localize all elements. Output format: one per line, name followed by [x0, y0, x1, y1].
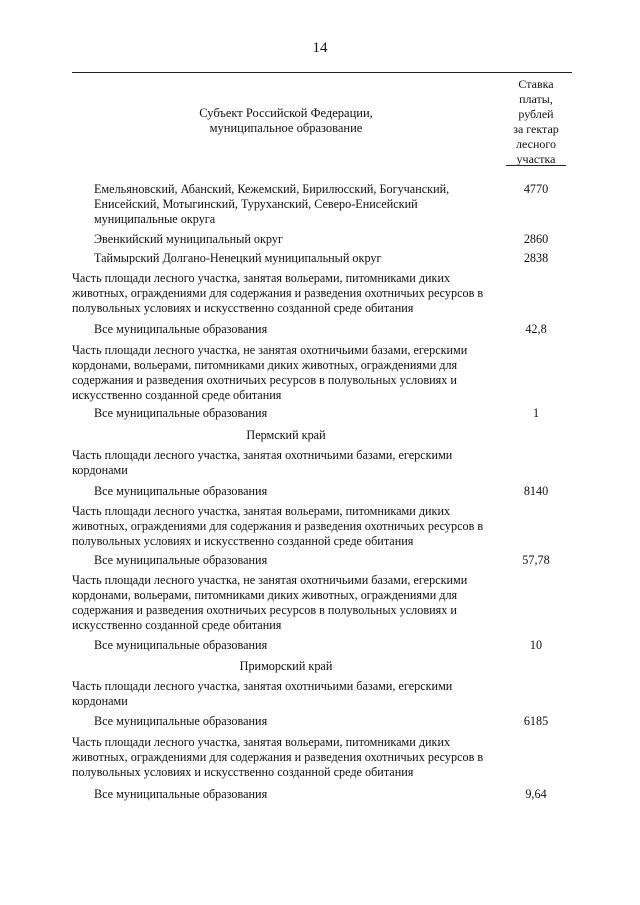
row-name: Таймырский Долгано-Ненецкий муниципальный округ [94, 251, 382, 265]
row-value: 42,8 [525, 322, 547, 336]
row-value: 2860 [523, 232, 549, 246]
row-value: 9,64 [525, 787, 547, 801]
header-rate: Ставка платы, рублей за гектар лесного участка [513, 77, 559, 166]
table-top-rule [72, 72, 572, 73]
category-text: Часть площади лесного участка, не занятая охотничьими базами, егерскими кордонами, вольерами, питомниками диких животных, ограждениями для содержания и разведения охотничьих ресурсов в полувольных условиях и искусственно созданной среде обитания [72, 573, 468, 632]
category-text: Часть площади лесного участка, не занятая охотничьими базами, егерскими кордонами, вольерами, питомниками диких животных, ограждениями для содержания и разведения охотничьих ресурсов в полувольных условиях и искусственно созданной среде обитания [72, 343, 468, 402]
row-name: Эвенкийский муниципальный округ [94, 232, 283, 246]
category-text: Часть площади лесного участка, занятая вольерами, питомниками диких животных, ограждениями для содержания и разведения охотничьих ресурсов в полувольных условиях и искусственно созданной среде обитания [72, 271, 484, 315]
row-name: Все муниципальные образования [94, 406, 268, 420]
region-name: Пермский край [246, 428, 326, 442]
row-name: Все муниципальные образования [94, 484, 268, 498]
row-name: Все муниципальные образования [94, 553, 268, 567]
row-value: 10 [529, 638, 543, 652]
page-number: 14 [312, 40, 328, 56]
header-underline [506, 165, 566, 166]
row-value: 4770 [523, 182, 549, 196]
category-text: Часть площади лесного участка, занятая вольерами, питомниками диких животных, ограждениями для содержания и разведения охотничьих ресурсов в полувольных условиях и искусственно созданной среде обитания [72, 504, 484, 548]
row-name: Все муниципальные образования [94, 638, 268, 652]
row-value: 1 [532, 406, 540, 420]
row-name: Все муниципальные образования [94, 322, 268, 336]
row-name: Все муниципальные образования [94, 714, 268, 728]
row-name: Все муниципальные образования [94, 787, 268, 801]
region-name: Приморский край [239, 659, 333, 673]
category-text: Часть площади лесного участка, занятая охотничьими базами, егерскими кордонами [72, 679, 453, 708]
row-name: Емельяновский, Абанский, Кежемский, Бирилюсский, Богучанский, Енисейский, Мотыгинский, Туруханский, Северо-Енисейский муниципальные округа [94, 182, 450, 226]
row-value: 2838 [523, 251, 549, 265]
header-subject: Субъект Российской Федерации, муниципальное образование [199, 106, 373, 135]
row-value: 6185 [523, 714, 549, 728]
row-value: 57,78 [522, 553, 550, 567]
category-text: Часть площади лесного участка, занятая вольерами, питомниками диких животных, ограждениями для содержания и разведения охотничьих ресурсов в полувольных условиях и искусственно созданной среде обитания [72, 735, 484, 779]
row-value: 8140 [523, 484, 549, 498]
category-text: Часть площади лесного участка, занятая охотничьими базами, егерскими кордонами [72, 448, 453, 477]
